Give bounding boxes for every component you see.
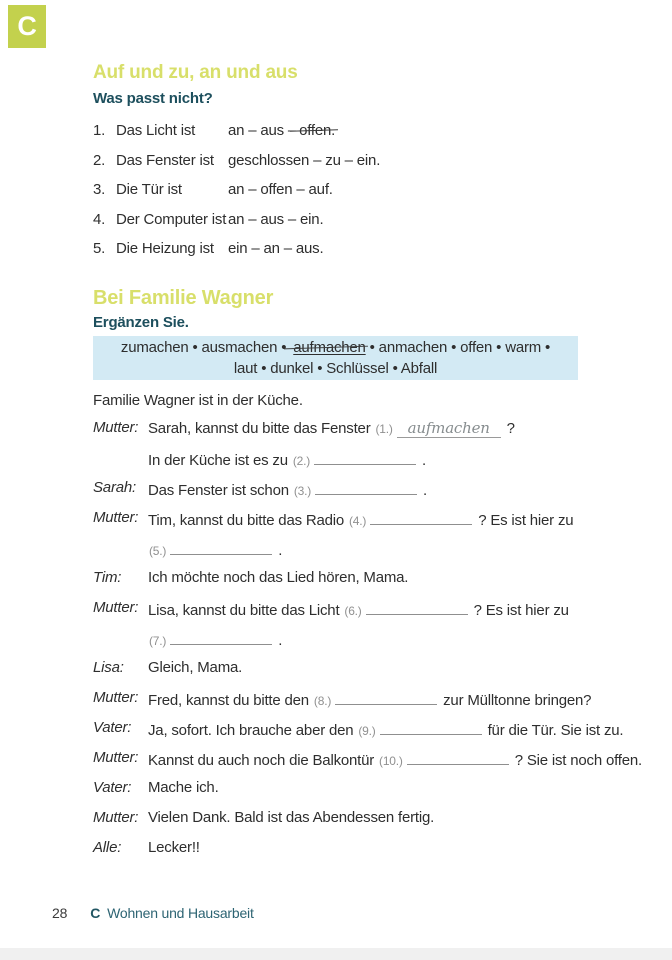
dialogue-text bbox=[148, 479, 652, 499]
word-bank-text: • anmachen • offen • warm • bbox=[369, 338, 551, 356]
fill-blank bbox=[315, 479, 417, 495]
dialogue-row bbox=[93, 629, 652, 659]
dialogue-text bbox=[148, 599, 652, 619]
gap-number: (1.) bbox=[375, 421, 393, 436]
dialogue-row bbox=[93, 659, 652, 689]
dialogue-row bbox=[93, 539, 652, 569]
options-text: geschlossen – zu – ein. bbox=[228, 151, 381, 169]
exercise1-row bbox=[93, 152, 652, 182]
dialogue-row bbox=[93, 509, 652, 539]
struck-option: offen. bbox=[299, 122, 336, 139]
fill-blank bbox=[170, 539, 272, 555]
item-subject: Der Computer ist bbox=[116, 210, 227, 228]
gap-number: (7.) bbox=[149, 633, 167, 648]
page-content bbox=[93, 62, 652, 869]
line-text: ? Sie ist noch offen. bbox=[514, 751, 642, 769]
speaker-label: Mutter: bbox=[93, 688, 139, 706]
item-options bbox=[228, 181, 333, 198]
page-number: 28 bbox=[52, 905, 68, 921]
speaker-label: Tim: bbox=[93, 568, 122, 586]
section2-title: Bei Familie Wagner bbox=[93, 286, 274, 309]
fill-blank bbox=[380, 719, 482, 735]
item-number: 2. bbox=[93, 151, 106, 169]
speaker-label: Vater: bbox=[93, 718, 132, 736]
dialogue-text bbox=[148, 689, 652, 709]
line-text: Tim, kannst du bitte das Radio bbox=[148, 511, 345, 529]
line-text: . bbox=[422, 451, 426, 469]
gap-number: (3.) bbox=[293, 483, 312, 498]
line-text: Sarah, kannst du bitte das Fenster bbox=[148, 419, 371, 437]
item-subject: Die Tür ist bbox=[116, 181, 182, 198]
fill-blank bbox=[370, 509, 472, 525]
word-bank-line2: laut • dunkel • Schlüssel • Abfall bbox=[233, 359, 438, 377]
line-text: . bbox=[278, 631, 283, 649]
line-text: ? bbox=[506, 419, 515, 437]
word-bank-text: zumachen • ausmachen • bbox=[120, 338, 287, 356]
line-text: Ich möchte noch das Lied hören, Mama. bbox=[148, 568, 409, 586]
exercise1-row bbox=[93, 181, 652, 211]
dialogue-row bbox=[93, 419, 652, 449]
item-options bbox=[228, 152, 380, 169]
dialogue-text bbox=[148, 539, 652, 559]
gap-number: (6.) bbox=[344, 603, 362, 618]
fill-blank bbox=[314, 449, 416, 465]
dialogue-text bbox=[148, 839, 652, 856]
dialogue-text bbox=[148, 659, 652, 676]
gap-number: (5.) bbox=[149, 543, 167, 558]
dialogue-row bbox=[93, 599, 652, 629]
options-text: ein – an – aus. bbox=[228, 240, 324, 257]
line-text: . bbox=[423, 481, 427, 499]
speaker-label: Vater: bbox=[93, 778, 132, 796]
line-text: . bbox=[278, 541, 283, 559]
item-subject: Das Licht ist bbox=[116, 122, 196, 139]
dialogue-text bbox=[148, 779, 652, 796]
item-options bbox=[228, 122, 335, 139]
fill-blank bbox=[335, 689, 437, 705]
dialogue-text bbox=[148, 569, 652, 586]
handwritten-answer: aufmachen bbox=[397, 419, 501, 438]
section1-instruction: Was passt nicht? bbox=[93, 90, 213, 107]
item-subject: Die Heizung ist bbox=[116, 240, 214, 257]
exercise1-row bbox=[93, 240, 652, 270]
item-number: 4. bbox=[93, 210, 106, 228]
line-text: zur Mülltonne bringen? bbox=[443, 691, 592, 709]
speaker-label: Mutter: bbox=[93, 748, 139, 766]
item-number: 1. bbox=[93, 122, 106, 139]
speaker-label: Mutter: bbox=[93, 418, 139, 436]
speaker-label: Sarah: bbox=[93, 478, 136, 496]
line-text: Lisa, kannst du bitte das Licht bbox=[148, 601, 340, 619]
line-text: Gleich, Mama. bbox=[148, 658, 243, 676]
item-number: 5. bbox=[93, 240, 106, 257]
item-options bbox=[228, 211, 323, 228]
line-text: Kannst du auch noch die Balkontür bbox=[148, 751, 375, 769]
dialogue-row bbox=[93, 809, 652, 839]
dialogue-row bbox=[93, 569, 652, 599]
line-text: Vielen Dank. Bald ist das Abendessen fertig. bbox=[148, 808, 435, 826]
options-text: an – aus – bbox=[228, 122, 297, 139]
dialogue-row bbox=[93, 719, 652, 749]
dialogue-text bbox=[148, 719, 652, 739]
gap-number: (2.) bbox=[292, 453, 311, 468]
item-options bbox=[228, 240, 323, 257]
gap-number: (8.) bbox=[313, 693, 332, 708]
exercise1-list bbox=[93, 122, 652, 270]
exercise1-row bbox=[93, 122, 652, 152]
line-text: In der Küche ist es zu bbox=[148, 451, 288, 469]
speaker-label: Mutter: bbox=[93, 808, 139, 826]
page-bottom-edge bbox=[0, 948, 672, 960]
exercise1-row bbox=[93, 211, 652, 241]
fill-blank bbox=[170, 629, 272, 645]
line-text: Fred, kannst du bitte den bbox=[148, 691, 309, 709]
line-text: Das Fenster ist schon bbox=[148, 481, 289, 499]
line-text: ? Es ist hier zu bbox=[473, 601, 569, 619]
dialogue-intro: Familie Wagner ist in der Küche. bbox=[93, 391, 303, 409]
speaker-label: Alle: bbox=[93, 838, 122, 856]
speaker-label: Lisa: bbox=[93, 658, 124, 676]
chapter-title: Wohnen und Hausarbeit bbox=[107, 905, 254, 921]
dialogue-row bbox=[93, 449, 652, 479]
line-text: Lecker!! bbox=[148, 838, 200, 856]
gap-number: (10.) bbox=[379, 753, 403, 768]
dialogue-text bbox=[148, 749, 652, 769]
dialogue-text bbox=[148, 809, 652, 826]
speaker-label: Mutter: bbox=[93, 598, 139, 616]
word-bank bbox=[93, 336, 578, 380]
line-text: ? Es ist hier zu bbox=[478, 511, 574, 529]
dialogue-row bbox=[93, 749, 652, 779]
struck-word: aufmachen bbox=[293, 338, 366, 356]
dialogue-row bbox=[93, 479, 652, 509]
gap-number: (9.) bbox=[358, 723, 376, 738]
item-number: 3. bbox=[93, 181, 106, 198]
dialogue-text bbox=[148, 629, 652, 649]
fill-blank bbox=[366, 599, 468, 615]
word-bank-line1 bbox=[121, 337, 550, 358]
dialogue-row bbox=[93, 779, 652, 809]
chapter-letter: C bbox=[90, 905, 101, 921]
options-text: an – offen – auf. bbox=[228, 181, 333, 198]
line-text: Ja, sofort. Ich brauche aber den bbox=[148, 721, 354, 739]
gap-number: (4.) bbox=[349, 513, 367, 528]
chapter-badge: C bbox=[8, 5, 46, 48]
dialogue-text bbox=[148, 419, 652, 438]
section2-instruction: Ergänzen Sie. bbox=[93, 313, 189, 331]
dialogue-row bbox=[93, 839, 652, 869]
options-text: an – aus – ein. bbox=[228, 210, 324, 228]
section1-title: Auf und zu, an und aus bbox=[93, 62, 298, 83]
page-footer bbox=[52, 905, 254, 921]
fill-blank bbox=[407, 749, 509, 765]
chapter-footer bbox=[90, 905, 253, 921]
speaker-label: Mutter: bbox=[93, 508, 139, 526]
dialogue-row bbox=[93, 689, 652, 719]
dialogue bbox=[93, 419, 652, 869]
dialogue-text bbox=[148, 449, 652, 469]
dialogue-text bbox=[148, 509, 652, 529]
line-text: für die Tür. Sie ist zu. bbox=[487, 721, 624, 739]
item-subject: Das Fenster ist bbox=[116, 151, 214, 169]
line-text: Mache ich. bbox=[148, 778, 219, 796]
